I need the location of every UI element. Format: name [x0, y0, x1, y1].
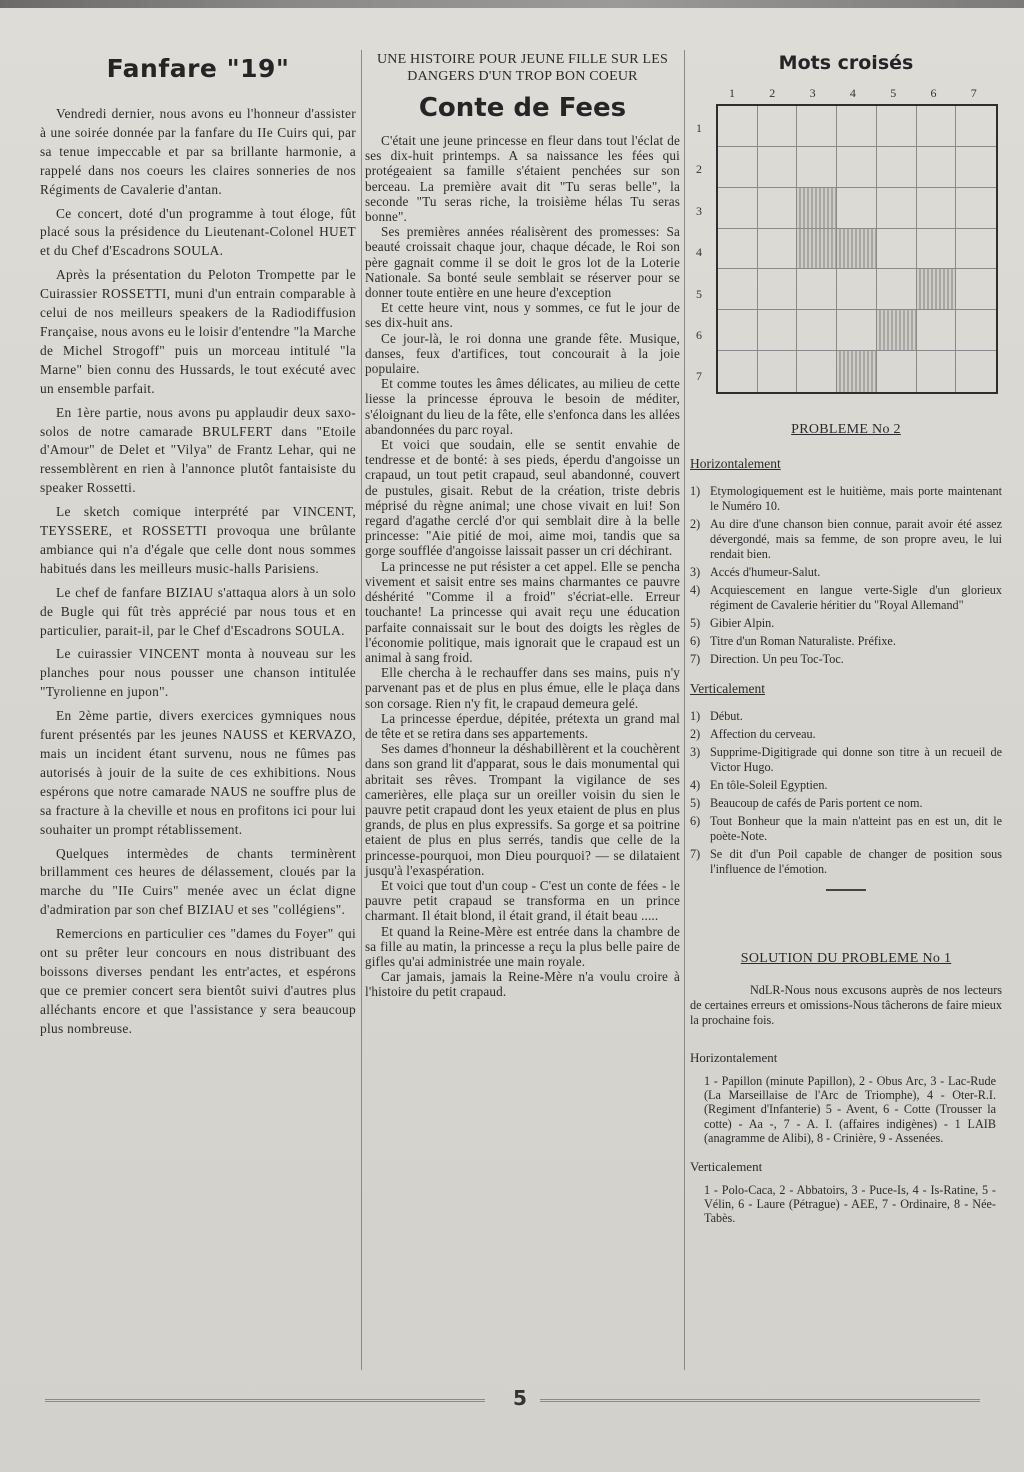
clue-item: [690, 814, 1002, 844]
clue-text: En tôle-Soleil Egyptien.: [710, 778, 828, 792]
crossword-cell[interactable]: [956, 147, 996, 188]
clue-item: [690, 517, 1002, 562]
article-paragraph: Et cette heure vint, nous y sommes, ce fut le jour de ses dix-huit ans.: [365, 300, 680, 331]
clue-item: [690, 616, 1002, 631]
crossword-column-numbers: [712, 86, 1002, 102]
crossword-black-cell: [837, 229, 877, 270]
clue-text: Accés d'humeur-Salut.: [710, 565, 821, 579]
article-paragraph: Remercions en particulier ces "dames du Foyer" qui ont su prêter leur concours en nous distribuant des boissons diverses pendant les entr'actes, et espérons que ce premier concert sera bientôt suivi d'autres plus alléchants encore et que l'assistance y sera beaucoup plus nombreuse.: [40, 926, 356, 1036]
column-divider: [684, 50, 685, 1370]
crossword-black-cell: [797, 188, 837, 229]
crossword-black-cell: [797, 229, 837, 270]
crossword-title: Mots croisés: [778, 52, 914, 74]
footer-rule: [540, 1398, 980, 1402]
crossword-cell[interactable]: [956, 351, 996, 392]
crossword-cell[interactable]: [917, 351, 957, 392]
solution-horizontal-text: 1 - Papillon (minute Papillon), 2 - Obus Arc, 3 - Lac-Rude (La Marseillaise de l'Arc de Triomphe), 4 - Oter-R.I. (Regiment d'Infanterie) 5 - Avent, 6 - Cotte (Trousser la cotte) - Aa -, 7 - A. I. (affaires indigènes) - 1 LAIB (anagramme de Alibi), 8 - Crinière, 9 - Assenées.: [704, 1074, 996, 1145]
crossword-column-number: 3: [809, 86, 816, 100]
crossword-cell[interactable]: [758, 229, 798, 270]
clue-number: 3): [690, 745, 701, 759]
crossword-column-number: 7: [970, 86, 977, 100]
clue-text: Tout Bonheur que la main n'atteint pas en est un, dit le poète-Note.: [710, 814, 1002, 843]
crossword-cell[interactable]: [837, 147, 877, 188]
top-edge: [0, 0, 1024, 8]
clue-number: 1): [690, 484, 701, 498]
crossword-cell[interactable]: [877, 147, 917, 188]
clue-item: [690, 652, 1002, 667]
article-paragraph: En 1ère partie, nous avons pu applaudir deux saxo-solos de notre camarade BRULFERT dans "Etoile d'Amour" de Delet et "Vilya" de Frantz Lehar, qui ne ressemblèrent en rien à l'annonce plutôt fantaisiste du speaker Rossetti.: [40, 404, 356, 496]
article-kicker: UNE HISTOIRE POUR JEUNE FILLE SUR LES DANGERS D'UN TROP BON COEUR: [376, 52, 669, 84]
article-conte: [365, 48, 680, 1000]
crossword-cell[interactable]: [956, 188, 996, 229]
crossword-cell[interactable]: [837, 310, 877, 351]
article-fanfare: [40, 48, 356, 1044]
article-paragraph: Ce concert, doté d'un programme à tout éloge, fût placé sous la présidence du Lieutenant-Colonel HUET et du Chef d'Escadrons SOULA.: [40, 205, 356, 259]
crossword-cell[interactable]: [758, 188, 798, 229]
crossword-cell[interactable]: [877, 269, 917, 310]
crossword-black-cell: [917, 269, 957, 310]
clue-text: Au dire d'une chanson bien connue, parait avoir été assez dévergondé, mais sa femme, de son propre aveu, le lui rendait bien.: [710, 517, 1002, 561]
article-paragraph: En 2ème partie, divers exercices gymniques nous furent présentés par les jeunes NAUSS et KERVAZO, mais un incident étant survenu, nous ne fûmes pas autorisés à jouir de la suite de ces exhibitions. Nous espérons que notre camarade NAUS ne souffre plus de sa fracture à la cheville et nous en profitons ici pour lui souhaiter un prompt rétablissement.: [40, 708, 356, 837]
crossword-column-number: 2: [769, 86, 776, 100]
crossword-cell[interactable]: [718, 188, 758, 229]
crossword-cell[interactable]: [956, 269, 996, 310]
crossword-column-number: 1: [729, 86, 735, 100]
crossword-puzzle: [690, 86, 1002, 406]
article-paragraph: Et comme toutes les âmes délicates, au milieu de cette liesse la princesse éprouva le besoin de méditer, s'éloignant du lieu de la fête, elle s'enfonca dans les allées abandonnées du parc royal.: [365, 376, 680, 437]
clue-number: 5): [690, 616, 701, 630]
crossword-row-number: 7: [696, 369, 702, 384]
crossword-cell[interactable]: [877, 229, 917, 270]
page-number: 5: [513, 1386, 527, 1410]
solution-title: SOLUTION DU PROBLEME No 1: [740, 951, 952, 966]
clue-number: 4): [690, 583, 701, 597]
solution-horizontal-heading: Horizontalement: [690, 1050, 778, 1065]
crossword-row-number: 4: [696, 245, 702, 260]
footer-rule: [45, 1398, 485, 1402]
article-paragraph: Le sketch comique interprété par VINCENT, TEYSSERE, et ROSSETTI provoqua une brûlante ambiance qui n'a d'égale que celle dont nous sommes habitués dans les meilleurs music-halls Parisiens.: [40, 504, 356, 576]
article-paragraph: La princesse éperdue, dépitée, prétexta un grand mal de tête et se retira dans ses appartements.: [365, 710, 680, 741]
crossword-cell[interactable]: [718, 351, 758, 392]
clue-number: 6): [690, 814, 701, 828]
crossword-cell[interactable]: [718, 310, 758, 351]
column-divider: [361, 50, 362, 1370]
clue-text: Titre d'un Roman Naturaliste. Préfixe.: [710, 634, 896, 648]
clue-text: Supprime-Digitigrade qui donne son titre à un recueil de Victor Hugo.: [710, 745, 1002, 774]
article-paragraph: Ses dames d'honneur la déshabillèrent et la couchèrent dans son grand lit d'apparat, sous le dais monumental qui abritait ses rêves. Trompant la vigilance de ses camerières, elle plaça sur un oreiller voisin du sien le pauvre petit crapaud dont les yeux etaient de plus en plus grands, de plus en plus expressifs. Sa gorge et sa poitrine etaient de plus en plus serrés, tandis que celle de la princesse-pourquoi, mon Dieu pourquoi? — se dilataient jusqu'à l'exaspération.: [365, 741, 680, 878]
crossword-cell[interactable]: [758, 351, 798, 392]
solution-vertical-text: 1 - Polo-Caca, 2 - Abbatoirs, 3 - Puce-Is, 4 - Is-Ratine, 5 - Vélin, 6 - Laure (Pétrague) - AEE, 7 - Ordinaire, 8 - Née-Tabès.: [704, 1183, 996, 1226]
clue-number: 6): [690, 634, 701, 648]
vertical-clues: [690, 709, 1002, 877]
crossword-cell[interactable]: [718, 106, 758, 147]
article-paragraph: Vendredi dernier, nous avons eu l'honneur d'assister à une soirée donnée par la fanfare du IIe Cuirs qui, par sa tenue impeccable et par sa brillante harmonie, a rappelé dans nos coeurs les claires sonneries de nos Régiments de Cavalerie d'antan.: [40, 106, 356, 197]
crossword-column-number: 6: [930, 86, 937, 100]
clue-number: 3): [690, 565, 701, 579]
crossword-cell[interactable]: [956, 229, 996, 270]
clue-text: Etymologiquement est le huitième, mais porte maintenant le Numéro 10.: [710, 484, 1002, 513]
clue-item: [690, 745, 1002, 775]
clue-text: Acquiescement en langue verte-Sigle d'un glorieux régiment de Cavalerie héritier du "Royal Allemand": [710, 583, 1002, 612]
solution-vertical-heading: Verticalement: [690, 1159, 763, 1175]
crossword-cell[interactable]: [837, 106, 877, 147]
crossword-cell[interactable]: [917, 147, 957, 188]
clue-item: [690, 565, 1002, 580]
crossword-cell[interactable]: [917, 106, 957, 147]
clue-item: [690, 796, 1002, 811]
clue-item: [690, 709, 1002, 724]
clue-text: Direction. Un peu Toc-Toc.: [710, 652, 844, 666]
crossword-cell[interactable]: [758, 269, 798, 310]
crossword-section: [690, 48, 1002, 1240]
article-paragraph: Quelques intermèdes de chants terminèrent brillamment ces heures de délassement, cloués par la marche du "IIe Cuirs" menée avec un éclat digne d'admiration par son chef BIZIAU et ses "collégiens".: [40, 845, 356, 918]
vertical-heading: Verticalement: [690, 681, 765, 696]
crossword-grid: [716, 104, 998, 394]
crossword-cell[interactable]: [797, 310, 837, 351]
article-paragraph: Le cuirassier VINCENT monta à nouveau sur les planches pour nous pousser une chanson intitulée "Tyrolienne en jupon".: [40, 646, 356, 700]
clue-item: [690, 484, 1002, 514]
clue-item: [690, 727, 1002, 742]
clue-item: [690, 583, 1002, 613]
crossword-cell[interactable]: [917, 188, 957, 229]
article-title: Conte de Fees: [418, 93, 627, 123]
crossword-row-number: 5: [696, 286, 702, 301]
crossword-cell[interactable]: [837, 269, 877, 310]
crossword-cell[interactable]: [956, 310, 996, 351]
crossword-cell[interactable]: [877, 106, 917, 147]
horizontal-heading: Horizontalement: [690, 456, 781, 471]
article-paragraph: Et voici que tout d'un coup - C'est un conte de fées - le pauvre petit crapaud se transforma en un prince charmant. Il était blond, il était grand, il était beau .....: [365, 877, 680, 924]
crossword-cell[interactable]: [758, 310, 798, 351]
clue-number: 2): [690, 517, 701, 531]
crossword-cell[interactable]: [797, 351, 837, 392]
editor-note: NdLR-Nous nous excusons auprès de nos lecteurs de certaines erreurs et omissions-Nous tâcherons de faire mieux la prochaine fois.: [690, 983, 1002, 1027]
article-paragraph: Ce jour-là, le roi donna une grande fête. Musique, danses, feux d'artifices, tout concourait à la joie populaire.: [365, 330, 680, 377]
problem-title: PROBLEME No 2: [791, 422, 901, 437]
crossword-cell[interactable]: [917, 310, 957, 351]
crossword-column-number: 4: [849, 86, 856, 100]
article-paragraph: Et voici que soudain, elle se sentit envahie de tendresse et de bonté: à ses pieds, éperdu d'angoisse un crapaud, un tout petit crapaud, seul abandonné, couvert de pustules, gisait. Rebut de la création, triste debris méprisé du règne animal; une chose vivait en lui! Son regard d'agathe cerclé d'or qui semblait dire à la belle princesse: "Aie pitié de moi, aime moi, tandis que sa gorge soufflée d'angoisse laissait passer un cri déchirant.: [365, 437, 680, 559]
crossword-row-number: 3: [696, 203, 702, 218]
crossword-cell[interactable]: [758, 106, 798, 147]
clue-text: Gibier Alpin.: [710, 616, 775, 630]
crossword-cell[interactable]: [797, 106, 837, 147]
article-paragraph: Après la présentation du Peloton Trompette par le Cuirassier ROSSETTI, muni d'un entrain comparable à celui de nos meilleurs speakers de la Radiodiffusion Française, nous avons eu le loisir d'entendre "la Marche de Michel Strogoff" puis un morceau intitulé "la Marne" bien connu des Hussards, le tout exécuté avec un ensemble parfait.: [40, 267, 356, 396]
crossword-row-number: 2: [696, 162, 702, 177]
crossword-cell[interactable]: [797, 269, 837, 310]
clue-number: 5): [690, 796, 701, 810]
clue-item: [690, 634, 1002, 649]
clue-number: 7): [690, 652, 701, 666]
crossword-cell[interactable]: [718, 147, 758, 188]
article-body: [365, 133, 680, 1000]
clue-item: [690, 778, 1002, 793]
clue-item: [690, 847, 1002, 877]
clue-text: Se dit d'un Poil capable de changer de position sous l'influence de l'émotion.: [710, 847, 1002, 876]
crossword-cell[interactable]: [956, 106, 996, 147]
crossword-cell[interactable]: [758, 147, 798, 188]
clue-text: Affection du cerveau.: [710, 727, 816, 741]
clue-number: 7): [690, 847, 701, 861]
crossword-row-number: 1: [696, 121, 702, 135]
crossword-column-number: 5: [890, 86, 897, 100]
clue-text: Beaucoup de cafés de Paris portent ce nom.: [710, 796, 923, 810]
clue-text: Début.: [710, 709, 743, 723]
article-paragraph: C'était une jeune princesse en fleur dans tout l'éclat de ses dix-huit printemps. A sa naissance les fées qui protégeaient sa famille s'étaient penchées sur son berceau. La première avait dit "Tu seras belle", la seconde "Tu seras riche, la troisième hélas Tu seras bonne".: [365, 133, 680, 225]
article-paragraph: Ses premières années réalisèrent des promesses: Sa beauté croissait chaque jour, chaque décade, le Roi son père gagnait comme il se doit le gros lot de la Loterie Nationale. Sa bonté seule semblait se réserver pour se donner toute entière en une heure d'exception: [365, 224, 680, 301]
section-divider: [826, 889, 866, 891]
crossword-cell[interactable]: [797, 147, 837, 188]
article-paragraph: Car jamais, jamais la Reine-Mère n'a voulu croire à l'histoire du petit crapaud.: [365, 969, 680, 1000]
clue-number: 1): [690, 709, 701, 723]
crossword-cell[interactable]: [917, 229, 957, 270]
article-paragraph: Et quand la Reine-Mère est entrée dans la chambre de sa fille au matin, la princesse a reçu la plus belle paire de gifles qu'ai administrée une main royale.: [365, 923, 680, 969]
crossword-black-cell: [837, 351, 877, 392]
article-title: Fanfare "19": [106, 54, 290, 83]
crossword-cell[interactable]: [837, 188, 877, 229]
crossword-row-number: 6: [696, 328, 702, 342]
article-paragraph: Le chef de fanfare BIZIAU s'attaqua alors à un solo de Bugle qui fût très apprécié par nous tous et en particulier, parait-il, par le Chef d'Escadrons SOULA.: [40, 584, 356, 638]
crossword-cell[interactable]: [718, 269, 758, 310]
horizontal-clues: [690, 484, 1002, 667]
crossword-black-cell: [877, 310, 917, 351]
crossword-cell[interactable]: [877, 188, 917, 229]
article-body: [40, 105, 356, 1039]
crossword-row-numbers: [690, 108, 710, 398]
clue-number: 4): [690, 778, 701, 792]
clue-number: 2): [690, 727, 701, 741]
crossword-cell[interactable]: [877, 351, 917, 392]
article-paragraph: Elle chercha à le rechauffer dans ses mains, puis n'y parvenant pas et de plus en plus émue, elle le plaça dans son corsage. Rien n'y fit, le crapaud demeura gelé.: [365, 665, 680, 711]
article-paragraph: La princesse ne put résister a cet appel. Elle se pencha vivement et saisit entre ses mains charmantes ce pauvre déshérité "Comme il a froid" s'écriat-elle. Erreur touchante! La princesse qui avait reçu une éducation parfaite connaissait sur le bout des doigts les règles de l'économie politique, mais ignorait que le crapaud est un animal à sang froid.: [365, 558, 680, 665]
crossword-cell[interactable]: [718, 229, 758, 270]
